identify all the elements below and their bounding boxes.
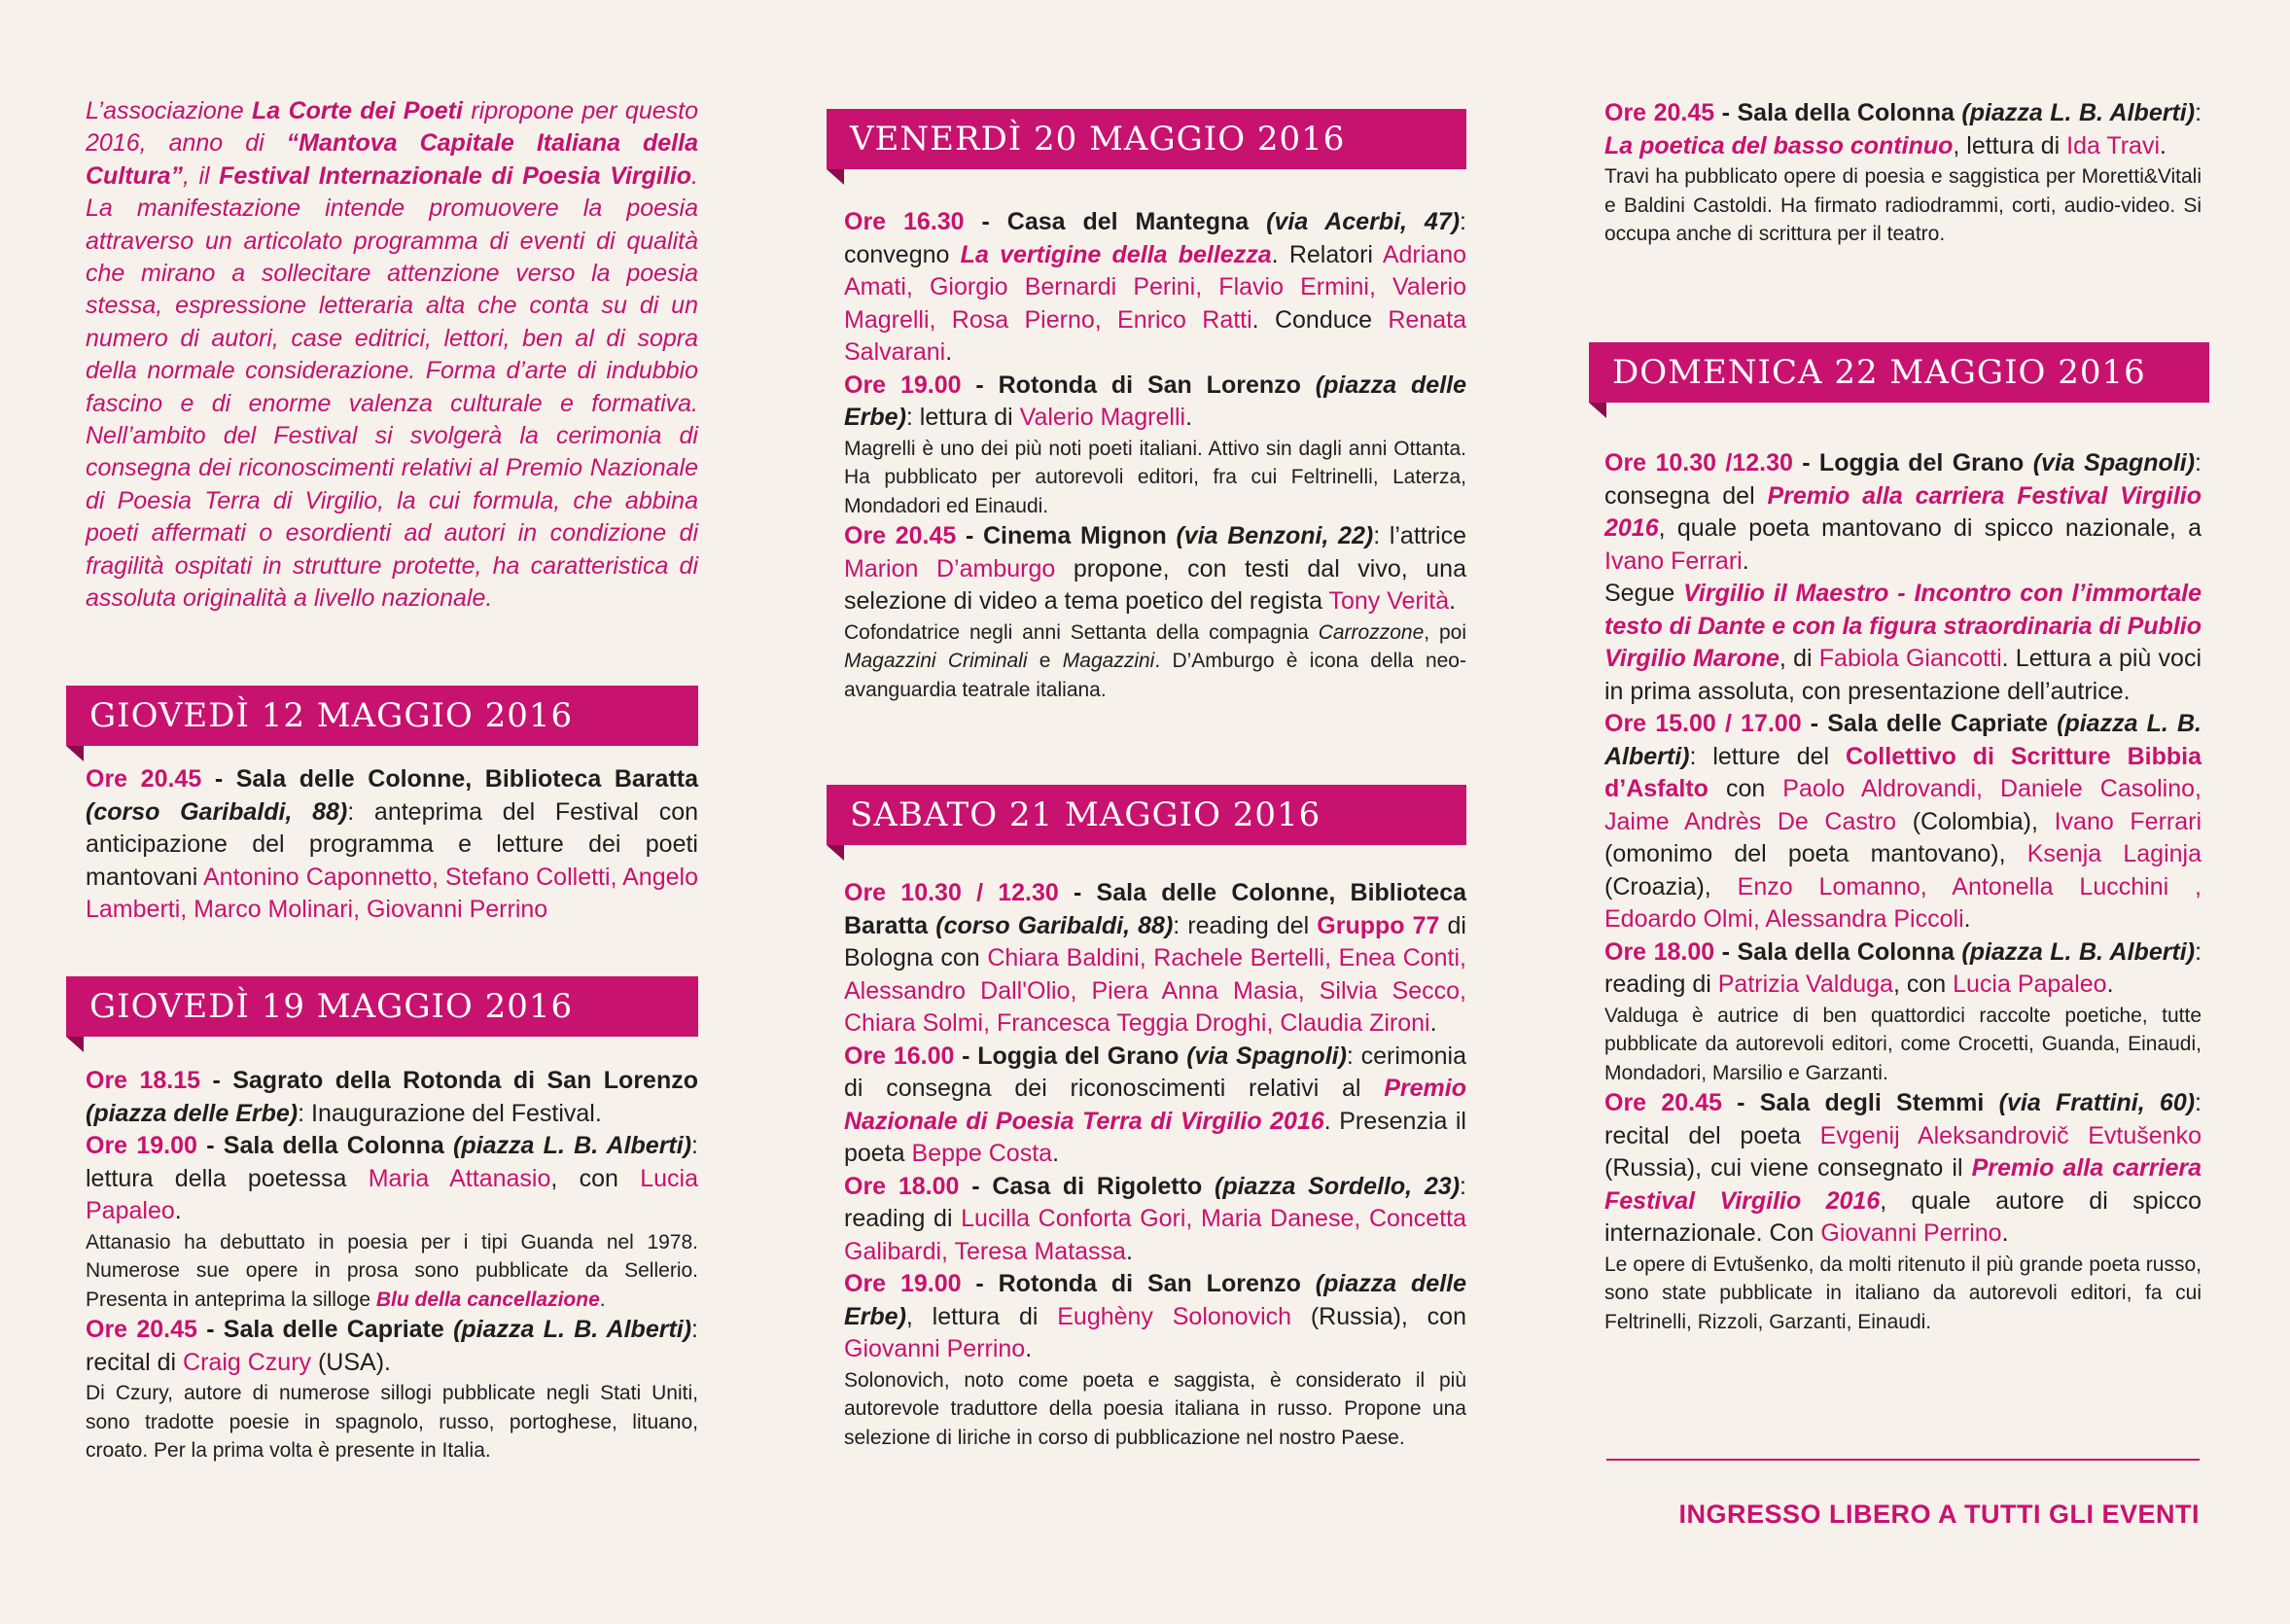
event-time: Ore 20.45 [1604,99,1715,126]
event-text: . [1025,1335,1033,1362]
work-title: La vertigine della bellezza [960,240,1272,268]
event-text: . [1052,1140,1060,1167]
event-text: : l’attrice [1373,522,1467,549]
event-text: . [2160,131,2167,159]
event-text: : recital del poeta [1604,1089,2202,1149]
event-entry [844,1171,1466,1269]
event-time: Ore 20.45 [86,1316,197,1343]
event-location: (piazza L. B. Alberti) [1604,710,2202,770]
event-text: . [1449,587,1457,615]
event-text: : reading del [1173,911,1318,939]
event-venue: - Loggia del Grano [1792,449,2025,477]
event-location: (via Spagnoli) [1186,1041,1347,1070]
event-names: Ksenja Laginja [2026,840,2202,867]
event-text: . [945,338,953,366]
event-text: (Croazia), [1604,872,1738,900]
event-time: Ore 15.00 / 17.00 [1604,710,1802,737]
event-location: (via Acerbi, 47) [1266,208,1461,235]
group-name: Collettivo di Scritture Bibbia d’Asfalto [1604,742,2202,802]
event-location: (via Spagnoli) [2032,449,2196,477]
event-text: . [1185,404,1193,431]
event-note [844,618,1466,705]
event-text: . [1429,1009,1437,1037]
event-note: Solonovich, noto come poeta e saggista, è considerato il più autorevole traduttore della poesia italiana in russo. Propone una selezione di liriche in corso di pubblicazione nel nostro Paese. [844,1368,1466,1449]
event-text: . [2106,971,2114,998]
event-time: Ore 10.30 /12.30 [1604,449,1793,477]
event-text: (Russia), cui viene consegnato il [1604,1154,1972,1182]
event-text: , quale poeta mantovano di spicco nazionale, a [1658,514,2202,542]
event-location: (corso Garibaldi, 88) [935,911,1174,939]
event-time: Ore 19.00 [844,371,962,399]
event-text: : letture del [1689,742,1846,770]
note-text: . [599,1288,606,1311]
event-time: Ore 16.00 [844,1041,955,1070]
column-left [86,0,698,1624]
event-entry [1604,936,2202,1002]
event-names: Tony Verità [1328,587,1450,615]
event-names: Eughèny Solonovich [1057,1302,1292,1330]
event-location: (piazza Sordello, 23) [1215,1172,1461,1200]
event-entry [1604,97,2202,162]
event-entry [86,1130,698,1228]
event-location: (piazza delle Erbe) [844,371,1466,431]
event-text: propone, con testi dal vivo, una selezione di video a tema poetico del regista [844,554,1466,615]
event-text: . [1963,905,1971,933]
event-text: , con [550,1164,641,1192]
event-names: Evgenij Aleksandrovič Evtušenko [1819,1121,2202,1149]
event-names: Lucia Papaleo [1953,971,2107,998]
event-note: Di Czury, autore di numerose sillogi pubblicate negli Stati Uniti, sono tradotte poesie in spagnolo, russo, portoghese, lituano, croato. Per la prima volta è presente in Italia. [86,1382,698,1462]
event-names: Ivano Ferrari [1604,547,1743,575]
event-text: : Inaugurazione del Festival. [298,1099,602,1127]
event-text: (Russia), con [1291,1302,1466,1330]
event-venue: - Sala delle Capriate [196,1316,444,1343]
company-name: Magazzini [1062,650,1155,672]
work-title: Virgilio il Maestro - Incontro con l’immortale testo di Dante e con la figura straordinaria di Publio Virgilio Marone [1604,580,2202,672]
event-text: (Colombia), [1896,807,2055,835]
award-title: Premio alla carriera Festival Virgilio 2016 [1604,481,2202,542]
event-names: Valerio Magrelli [1019,404,1186,431]
event-note: Le opere di Evtušenko, da molti ritenuto il più grande poeta russo, sono state pubblicate in italiano da autorevoli editori, fa cui Feltrinelli, Rizzoli, Garzanti, Einaudi. [1604,1253,2202,1333]
day-banner-giovedi-12: GIOVEDÌ 12 MAGGIO 2016 [66,686,698,746]
event-text: (omonimo del poeta mantovano), [1604,840,2027,867]
event-time: Ore 20.45 [844,522,957,549]
event-text: (USA). [311,1348,391,1376]
event-text: , lettura di [905,1302,1058,1330]
event-text: . Conduce [1251,305,1389,334]
event-entry [844,877,1466,1041]
event-venue: - Sala delle Colonne, Biblioteca Baratta [844,879,1467,939]
intro-text: ripropone per questo 2016, anno di [86,97,698,158]
intro-text: L’associazione [86,97,253,124]
event-note: Travi ha pubblicato opere di poesia e saggistica per Moretti&Vitali e Baldini Castoldi. Ha firmato radiodrammi, corti, audio-video. Si occupa anche di scrittura per il teatro. [1604,165,2202,245]
events-sabato-21 [844,877,1466,1452]
event-time: Ore 19.00 [86,1132,197,1159]
events-giovedi-19 [86,1065,698,1465]
note-text: , poi [1424,620,1466,644]
event-venue: - Sala degli Stemmi [1721,1089,1985,1116]
event-names: Beppe Costa [911,1140,1053,1167]
event-text: : reading di [1604,937,2202,998]
event-venue: - Rotonda di San Lorenzo [961,371,1301,399]
event-venue: - Rotonda di San Lorenzo [961,1270,1301,1297]
event-text: . [174,1197,182,1224]
column-middle [844,0,1466,1624]
work-title: La poetica del basso continuo [1604,131,1954,159]
event-entry [844,1268,1466,1366]
intro-paragraph [86,95,698,616]
events-domenica-22 [1604,447,2202,1336]
event-text: di Bologna con [844,911,1466,971]
event-entry [844,520,1466,618]
intro-text: , il [183,161,220,190]
event-venue: - Sala della Colonna [196,1132,444,1159]
event-location: (piazza delle Erbe) [86,1099,299,1127]
group-name: Gruppo 77 [1317,911,1440,939]
event-note: Valduga è autrice di ben quattordici raccolte poetiche, tutte pubblicate da autorevoli editori, come Crocetti, Guanda, Einaudi, Mondadori, Marsilio e Garzanti. [1604,1004,2202,1084]
event-text: . [2001,1219,2009,1247]
event-venue: - Casa di Rigoletto [959,1172,1203,1200]
event-time: Ore 19.00 [844,1270,962,1297]
event-text: . Presenzia il poeta [844,1107,1466,1167]
event-entry [1604,708,2202,936]
intro-text: . La manifestazione intende promuovere la poesia attraverso un articolato programma di eventi di qualità che mirano a sollecitare attenzione verso la poesia stessa, espressione letteraria alta che conta su di un numero di autori, case editrici, lettori, ben al di sopra della normale considerazione. Forma d’arte di indubbio fascino e di enorme valenza culturale e formativa. Nell’ambito del Festival si svolgerà la cerimonia di consegna dei riconoscimenti relativi al Premio Nazionale di Poesia Terra di Virgilio, la cui formula, che abbina poeti affermati o esordienti ad autori in condizione di fragilità ospitati in strutture protette, ha caratteristica di assoluta originalità a livello nazionale. [86,161,698,613]
event-time: Ore 18.00 [1604,937,1715,966]
note-text: . D’Amburgo è icona della neo-avanguardia teatrale italiana. [844,650,1466,701]
event-location: (piazza L. B. Alberti) [1961,99,2196,126]
event-venue: - Loggia del Grano [954,1041,1180,1070]
event-location: (via Benzoni, 22) [1176,522,1374,549]
event-text: , con [1892,971,1954,998]
event-text: : convegno [844,208,1466,268]
event-names: Maria Attanasio [368,1164,551,1192]
event-location: (piazza delle Erbe) [844,1270,1466,1330]
day-banner-sabato-21: SABATO 21 MAGGIO 2016 [827,785,1466,845]
event-entry [844,370,1466,435]
note-text: e [1027,650,1063,672]
event-text: . [1125,1237,1133,1265]
intro-capitale: “Mantova Capitale Italiana della Cultura” [86,129,698,190]
event-time: Ore 20.45 [86,765,202,793]
event-location: (piazza L. B. Alberti) [453,1316,692,1343]
day-banner-venerdi-20: VENERDÌ 20 MAGGIO 2016 [827,109,1466,169]
events-venerdi-20 [844,206,1466,704]
event-names: Ivano Ferrari [2054,807,2202,835]
event-time: Ore 20.45 [1604,1089,1722,1116]
event-names: Paolo Aldrovandi, Daniele Casolino, Jaime Andrès De Castro [1604,775,2202,835]
event-text: , lettura di [1953,131,2067,159]
event-entry [1604,447,2202,578]
event-text: : cerimonia di consegna dei riconoscimenti relativi al [844,1041,1466,1102]
intro-organization: La Corte dei Poeti [252,97,463,124]
event-venue: - Sala delle Colonne, Biblioteca Baratta [201,765,698,793]
event-entry [86,763,698,927]
event-names: Antonino Caponnetto, Stefano Colletti, Angelo Lamberti, Marco Molinari, Giovanni Perrino [86,863,698,923]
event-time: Ore 10.30 / 12.30 [844,879,1059,906]
event-location: (via Frattini, 60) [1998,1089,2196,1116]
event-names: Enzo Lomanno, Antonella Lucchini , Edoardo Olmi, Alessandra Piccoli [1604,872,2202,933]
award-title: Premio alla carriera Festival Virgilio 2016 [1604,1154,2202,1215]
event-text: : [2195,99,2202,126]
event-text: : lettura di [905,404,1020,431]
event-names: Renata Salvarani [844,305,1466,366]
event-text: con [1708,775,1783,802]
note-text: Cofondatrice negli anni Settanta della compagnia [844,620,1319,644]
event-entry [1604,1087,2202,1251]
column-right [1604,0,2202,1624]
event-location: (piazza L. B. Alberti) [453,1132,692,1159]
note-text: Attanasio ha debuttato in poesia per i tipi Guanda nel 1978. Numerose sue opere in prosa sono pubblicate da Sellerio. Presenta in anteprima la silloge [86,1230,698,1311]
event-text: . [1742,547,1749,575]
event-venue: - Sala della Colonna [1714,937,1955,966]
event-names: Craig Czury [183,1348,312,1376]
award-title: Premio Nazionale di Poesia Terra di Virgilio 2016 [844,1075,1466,1135]
event-text: : reading di [844,1172,1466,1232]
event-text: , di [1779,645,1819,672]
event-time: Ore 18.00 [844,1172,960,1200]
event-note: Magrelli è uno dei più noti poeti italiani. Attivo sin dagli anni Ottanta. Ha pubblicato per autorevoli editori, fra cui Feltrinelli, Laterza, Mondadori ed Einaudi. [844,437,1466,517]
company-name: Magazzini Criminali [844,650,1028,672]
event-names: Lucia Papaleo [86,1164,698,1224]
event-entry [86,1065,698,1130]
day-banner-giovedi-19: GIOVEDÌ 19 MAGGIO 2016 [66,976,698,1037]
event-names: Fabiola Giancotti [1818,645,2002,672]
event-venue: - Cinema Mignon [956,522,1167,549]
event-time: Ore 18.15 [86,1067,201,1094]
event-venue: - Sagrato della Rotonda di San Lorenzo [200,1067,698,1094]
event-names: Chiara Baldini, Rachele Bertelli, Enea Conti, Alessandro Dall'Olio, Piera Anna Masia, Silvia Secco, Chiara Solmi, Francesca Teggia Droghi, Claudia Zironi [844,944,1467,1037]
event-text: . Relatori [1271,240,1383,268]
event-names: Lucilla Conforta Gori, Maria Danese, Concetta Galibardi, Teresa Matassa [844,1205,1467,1265]
work-title: Blu della cancellazione [375,1288,600,1311]
event-names: Giovanni Perrino [844,1335,1026,1362]
events-sabato-21-continued [1604,97,2202,249]
event-note [86,1228,698,1315]
event-entry [1604,578,2202,708]
event-location: (corso Garibaldi, 88) [86,797,348,826]
event-time: Ore 16.30 [844,208,965,235]
event-venue: - Sala delle Capriate [1801,710,2048,737]
event-venue: - Sala della Colonna [1714,99,1955,126]
day-banner-domenica-22: DOMENICA 22 MAGGIO 2016 [1589,342,2209,403]
event-names: Adriano Amati, Giorgio Bernardi Perini, Flavio Ermini, Valerio Magrelli, Rosa Pierno, Enrico Ratti [844,240,1466,334]
company-name: Carrozzone [1318,620,1425,644]
event-text: : consegna del [1604,449,2202,510]
footer-divider [1606,1459,2200,1461]
free-entry-notice: INGRESSO LIBERO A TUTTI GLI EVENTI [1678,1500,2200,1529]
event-location: (piazza L. B. Alberti) [1961,937,2196,966]
event-names: Ida Travi [2066,131,2160,159]
event-names: Giovanni Perrino [1820,1219,2002,1247]
event-entry [844,1041,1466,1171]
intro-festival-name: Festival Internazionale di Poesia Virgilio [219,161,692,190]
event-venue: - Casa del Mantegna [964,208,1250,235]
event-text: . Lettura a più voci in prima assoluta, con presentazione dell’autrice. [1604,645,2202,705]
event-names: Marion D’amburgo [844,554,1056,583]
event-text: : anteprima del Festival con anticipazione del programma e letture dei poeti mantovani [86,797,698,891]
event-text: , quale autore di spicco internazionale. Con [1604,1186,2202,1247]
event-text: : lettura della poetessa [86,1132,698,1192]
events-giovedi-12 [86,763,698,927]
event-entry [86,1314,698,1379]
event-text: : recital di [86,1316,698,1376]
event-text: Segue [1604,580,1684,607]
event-names: Patrizia Valduga [1717,971,1893,998]
event-entry [844,206,1466,370]
